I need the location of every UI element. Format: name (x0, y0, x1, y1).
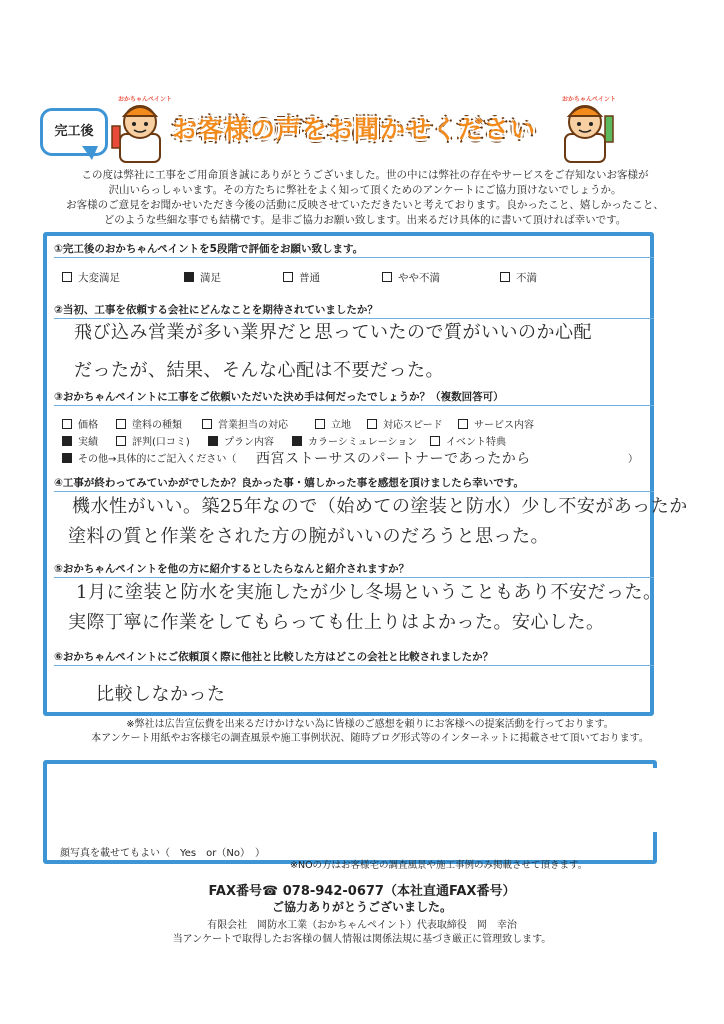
intro-line: どのような些細な事でも結構です。是非ご協力お願い致します。出来るだけ具体的に書いて頂ければ幸いです。 (103, 214, 627, 226)
q4-answer-line: 塗料の質と作業をされた方の腕がいいのだろうと思った。 (68, 526, 549, 547)
option-label: カラーシミュレーション (308, 437, 418, 448)
q5-label: ⑤おかちゃんペイントを他の方に紹介するとしたらなんと紹介されますか？ (54, 563, 410, 575)
page-title: お客様の声をお聞かせください (172, 115, 537, 144)
company-info: 有限会社 岡防水工業（おかちゃんペイント）代表取締役 岡 幸治 (207, 920, 517, 931)
checkbox[interactable] (292, 436, 302, 446)
mascot-left-icon (110, 96, 170, 166)
q6-label: ⑥おかちゃんペイントにご依頼頂く際に他社と比較した方はどこの会社と比較されましたか？ (54, 651, 494, 663)
note-line: ※弊社は広告宣伝費を出来るだけかけない為に皆様のご感想を頼りにお客様への提案活動を行っております。 (126, 719, 614, 730)
checkbox[interactable] (116, 436, 126, 446)
option-label: 価格 (78, 420, 98, 431)
option-label: 不満 (516, 272, 537, 284)
intro-line: 沢山いらっしゃいます。その方たちに弊社をよく知って頂くためのアンケートにご協力頂けないでしょうか。 (108, 184, 622, 196)
q1-option-satisfied[interactable] (184, 270, 221, 285)
option-label: 満足 (200, 272, 221, 284)
checkbox[interactable] (430, 436, 440, 446)
checkbox[interactable] (382, 272, 392, 282)
thanks-text: ご協力ありがとうございました。 (271, 900, 452, 914)
checkbox[interactable] (367, 419, 377, 429)
q3-option-speed[interactable] (367, 416, 443, 431)
option-label: 実績 (78, 437, 98, 448)
badge-tail (82, 146, 98, 160)
checkbox[interactable] (62, 419, 72, 429)
checkbox[interactable] (283, 272, 293, 282)
option-label: イベント特典 (446, 437, 506, 448)
checkbox[interactable] (500, 272, 510, 282)
q3-other-answer: 西宮ストーサスのパートナーであったから (256, 451, 531, 467)
q3-option-color-sim[interactable] (292, 433, 417, 448)
q1-label: ①完工後のおかちゃんペイントを5段階で評価をお願い致します。 (54, 243, 364, 255)
mascot-left-label: おかちゃんペイント (118, 96, 172, 103)
q5-answer-line: 実際丁寧に作業をしてもらっても仕上りはよかった。安心した。 (68, 612, 605, 633)
mascot-right-icon (555, 96, 615, 166)
q2-label: ②当初、工事を依頼する会社にどんなことを期待されていましたか？ (54, 304, 378, 316)
q3-option-plan[interactable] (208, 433, 274, 448)
q6-underline (54, 665, 654, 666)
checkbox[interactable] (184, 272, 194, 282)
mascot-right-label: おかちゃんペイント (562, 96, 616, 103)
option-label: 営業担当の対応 (218, 420, 288, 431)
q1-option-slightly-dissatisfied[interactable] (382, 270, 440, 285)
q3-underline (54, 405, 654, 406)
note-line: 本アンケート用紙やお客様宅の調査風景や施工事例状況、随時ブログ形式等のインターネットに掲載させて頂いております。 (91, 733, 649, 744)
q2-answer-line: 飛び込み営業が多い業界だと思っていたので質がいいのか心配 (74, 322, 592, 343)
checkbox[interactable] (202, 419, 212, 429)
option-label: やや不満 (398, 272, 440, 284)
q1-underline (54, 257, 654, 258)
q3-label: ③おかちゃんペイントに工事をご依頼いただいた決め手は何だったでしょうか？（複数回答可） (54, 391, 504, 403)
q1-option-normal[interactable] (283, 270, 320, 285)
checkbox[interactable] (315, 419, 325, 429)
checkbox[interactable] (208, 436, 218, 446)
q3-option-reputation[interactable] (116, 433, 190, 448)
q3-other[interactable] (62, 450, 236, 465)
intro-line: この度は弊社に工事をご用命頂き誠にありがとうございました。世の中には弊社の存在やサービスをご存知ないお客様が (81, 169, 649, 181)
option-label: プラン内容 (224, 437, 274, 448)
q3-option-sales-response[interactable] (202, 416, 288, 431)
q5-answer-line: 1月に塗装と防水を実施したが少し冬場ということもあり不安だった。 (76, 582, 662, 603)
other-label: その他→具体的にご記入ください（ (78, 454, 237, 465)
checkbox[interactable] (116, 419, 126, 429)
photo-consent-note: ※NOの方はお客様宅の調査風景や施工事例のみ掲載させて頂きます。 (290, 860, 588, 871)
completion-badge: 完工後 (40, 108, 108, 156)
q4-answer-line: 機水性がいい。築25年なので（始めての塗装と防水）少し不安があったか (72, 496, 688, 517)
intro-line: お客様のご意見をお聞かせいただき今後の活動に反映させていただきたいと考えております。良かったこと、嬉しかったこと、 (66, 199, 664, 211)
privacy-note: 当アンケートで取得したお客様の個人情報は関係法規に基づき厳正に管理致します。 (172, 934, 552, 945)
q3-option-price[interactable] (62, 416, 98, 431)
q6-answer: 比較しなかった (96, 684, 226, 705)
q2-answer-line: だったが、結果、そんな心配は不要だった。 (74, 360, 444, 381)
q3-option-location[interactable] (315, 416, 351, 431)
q1-option-very-satisfied[interactable] (62, 270, 120, 285)
q3-option-event[interactable] (430, 433, 506, 448)
q3-option-track-record[interactable] (62, 433, 98, 448)
checkbox[interactable] (62, 453, 72, 463)
checkbox[interactable] (458, 419, 468, 429)
intro-text (50, 168, 680, 228)
option-label: 普通 (299, 272, 320, 284)
option-label: 対応スピード (383, 420, 443, 431)
checkbox[interactable] (62, 436, 72, 446)
q3-option-service[interactable] (458, 416, 534, 431)
disclaimer-notes (60, 718, 680, 746)
option-label: 立地 (331, 420, 351, 431)
redacted-area (49, 768, 665, 832)
q1-option-dissatisfied[interactable] (500, 270, 537, 285)
q3-other-close: ） (628, 454, 638, 465)
photo-consent-question: 顔写真を載せてもよい（ Yes or（No） ） (60, 848, 265, 859)
option-label: 評判(口コミ) (132, 437, 190, 448)
q4-label: ④工事が終わってみていかがでしたか？良かった事・嬉しかった事を感想を頂けましたら幸いです。 (54, 477, 524, 489)
q3-option-paint-type[interactable] (116, 416, 182, 431)
option-label: サービス内容 (474, 420, 534, 431)
checkbox[interactable] (62, 272, 72, 282)
fax-number: FAX番号☎ 078-942-0677（本社直通FAX番号） (208, 884, 516, 899)
option-label: 大変満足 (78, 272, 120, 284)
option-label: 塗料の種類 (132, 420, 182, 431)
